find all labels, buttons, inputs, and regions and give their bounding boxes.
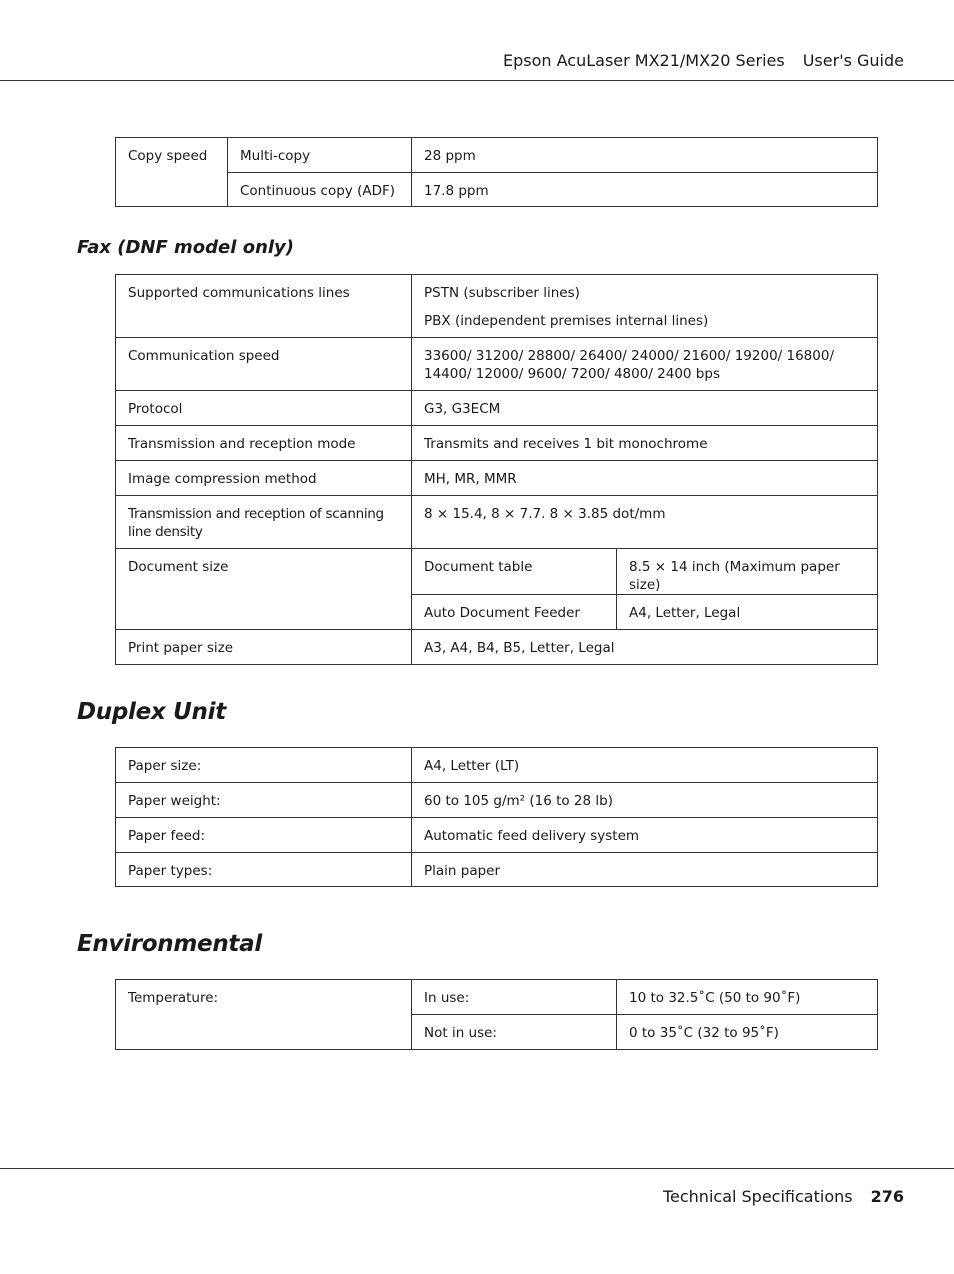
table-row (116, 338, 878, 391)
table-row (116, 275, 878, 338)
spec-value: 10 to 32.5˚C (50 to 90˚F) (617, 980, 878, 1015)
table-row (116, 980, 878, 1015)
spec-value: 8.5 × 14 inch (Maximum paper size) (617, 549, 878, 595)
fax-spec-table (115, 274, 878, 665)
spec-label: Paper weight: (116, 783, 412, 818)
copy-speed-value: 17.8 ppm (412, 173, 878, 207)
copy-speed-label: Copy speed (116, 138, 228, 207)
fax-heading: Fax (DNF model only) (77, 237, 295, 258)
spec-value-line: PBX (independent premises internal lines) (424, 313, 709, 329)
header-rule (0, 80, 954, 81)
table-row (116, 818, 878, 853)
spec-label: Transmission and reception of scanning line density (116, 496, 412, 549)
spec-label: Protocol (116, 391, 412, 426)
environmental-heading: Environmental (77, 931, 262, 957)
spec-subcategory: Not in use: (412, 1015, 617, 1050)
copy-speed-table (115, 137, 878, 207)
spec-label: Temperature: (116, 980, 412, 1050)
spec-value: A4, Letter, Legal (617, 595, 878, 630)
table-row (116, 748, 878, 783)
spec-label: Paper size: (116, 748, 412, 783)
spec-subcategory: Document table (412, 549, 617, 595)
spec-value: MH, MR, MMR (412, 461, 878, 496)
duplex-unit-heading: Duplex Unit (77, 699, 226, 725)
spec-label: Paper types: (116, 853, 412, 887)
table-row (116, 853, 878, 887)
spec-value: 0 to 35˚C (32 to 95˚F) (617, 1015, 878, 1050)
spec-value: 8 × 15.4, 8 × 7.7. 8 × 3.85 dot/mm (412, 496, 878, 549)
spec-label: Communication speed (116, 338, 412, 391)
spec-subcategory: Auto Document Feeder (412, 595, 617, 630)
table-row (116, 461, 878, 496)
spec-label: Paper feed: (116, 818, 412, 853)
spec-label: Supported communications lines (116, 275, 412, 338)
table-row (116, 630, 878, 665)
spec-value: Automatic feed delivery system (412, 818, 878, 853)
spec-label: Transmission and reception mode (116, 426, 412, 461)
page-footer (663, 1187, 904, 1206)
copy-mode-cell: Multi-copy (228, 138, 412, 173)
spec-subcategory: In use: (412, 980, 617, 1015)
table-row (116, 138, 878, 173)
spec-value-line: PSTN (subscriber lines) (424, 285, 580, 301)
spec-value: G3, G3ECM (412, 391, 878, 426)
spec-value: 33600/ 31200/ 28800/ 26400/ 24000/ 21600/ 19200/ 16800/ 14400/ 12000/ 9600/ 7200/ 4800/ 2400 bps (412, 338, 878, 391)
spec-value: Transmits and receives 1 bit monochrome (412, 426, 878, 461)
copy-mode-cell: Continuous copy (ADF) (228, 173, 412, 207)
duplex-spec-table (115, 747, 878, 887)
table-row (116, 426, 878, 461)
footer-section: Technical Specifications (662, 1187, 853, 1206)
spec-value (412, 275, 878, 338)
spec-label: Image compression method (116, 461, 412, 496)
table-row (116, 391, 878, 426)
table-row (116, 549, 878, 595)
spec-value: A3, A4, B4, B5, Letter, Legal (412, 630, 878, 665)
spec-label: Document size (116, 549, 412, 630)
spec-value: Plain paper (412, 853, 878, 887)
header-series: Epson AcuLaser MX21/MX20 Series (503, 51, 785, 70)
spec-value: 60 to 105 g/m² (16 to 28 lb) (412, 783, 878, 818)
page-number: 276 (870, 1187, 904, 1206)
footer-rule (0, 1168, 954, 1169)
environmental-spec-table (115, 979, 878, 1050)
header-guide: User's Guide (802, 51, 904, 70)
copy-speed-value: 28 ppm (412, 138, 878, 173)
table-row (116, 496, 878, 549)
page-header (503, 51, 904, 70)
spec-label: Print paper size (116, 630, 412, 665)
spec-value: A4, Letter (LT) (412, 748, 878, 783)
table-row (116, 173, 878, 207)
table-row (116, 783, 878, 818)
